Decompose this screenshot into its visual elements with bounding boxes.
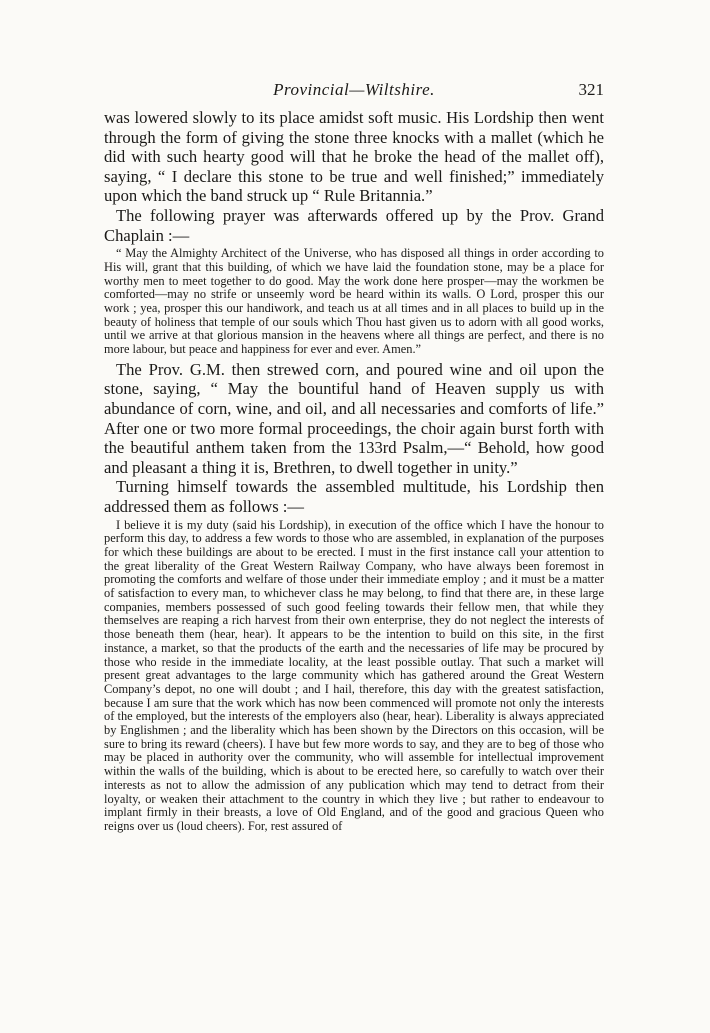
prayer-quote: “ May the Almighty Architect of the Universe, who has disposed all things in order according to His will, grant that this building, of which we have laid the foundation stone, may be a place for worthy men to meet together to do good. May the work done here prosper—may the workmen be comforted—may no strife or unseemly word be heard within its walls. O Lord, prosper this our work ; yea, prosper this our handiwork, and teach us at all times and in all places to build up in the beauty of holiness that temple of our souls which Thou hast given us to adorn with all good works, until we arrive at that glorious mansion in the heavens where all things are perfect, and there is no more labour, but peace and happiness for ever and ever. Amen.” (104, 246, 604, 357)
paragraph-address-intro: Turning himself towards the assembled multitude, his Lordship then addressed them as follows :— (104, 477, 604, 516)
page-number: 321 (578, 80, 604, 99)
paragraph-corn-wine-oil: The Prov. G.M. then strewed corn, and poured wine and oil upon the stone, saying, “ May the bountiful hand of Heaven supply us with abundance of corn, wine, and oil, and all necessaries and comforts of life.” After one or two more formal proceedings, the choir again burst forth with the beautiful anthem taken from the 133rd Psalm,—“ Behold, how good and pleasant a thing it is, Brethren, to dwell together in unity.” (104, 359, 604, 477)
paragraph-prayer-intro: The following prayer was afterwards offered up by the Prov. Grand Chaplain :— (104, 205, 604, 245)
page-content (104, 80, 604, 837)
running-title: Provincial—Wiltshire. (273, 80, 435, 99)
lordship-speech: I believe it is my duty (said his Lordship), in execution of the office which I have the honour to perform this day, to address a few words to those who are assembled, in explanation of the purposes for which these buildings are about to be erected. I must in the first instance call your attention to the great liberality of the Great Western Railway Company, who have always been foremost in promoting the comforts and welfare of those under their immediate employ ; and it must be a matter of satisfaction to every man, to whichever class he may belong, to find that there are, in these large companies, members possessed of such good feeling towards their fellow men, that while they themselves are reaping a rich harvest from their own enterprise, they do not neglect the interests of those beneath them (hear, hear). It appears to be the intention to build on this site, in the first instance, a market, so that the products of the earth and the necessaries of life may be procured by those who reside in the immediate locality, at the least possible outlay. That such a market will present great advantages to the large community which has gathered around the Great Western Company’s depot, no one will doubt ; and I hail, therefore, this day with the greatest satisfaction, because I am sure that the work which has now been commenced will promote not only the interests of the employed, but the interests of the employers also (hear, hear). Liberality is always appreciated by Englishmen ; and the liberality which has been shown by the Directors on this occasion, will be sure to bring its reward (cheers). I have but few more words to say, and they are to beg of those who may be placed in authority over the community, who will assemble for intellectual improvement within the walls of the building, which is about to be erected here, so carefully to watch over their interests as not to allow the admission of any publication which may tend to detract from their loyalty, or weaken their attachment to the country in which they live ; but rather to endeavour to implant firmly in their breasts, a love of Old England, and of the good and gracious Queen who reigns over us (loud cheers). For, rest assured of (104, 517, 604, 833)
page-header (104, 80, 604, 108)
paragraph-stone-lowered: was lowered slowly to its place amidst soft music. His Lordship then went through the form of giving the stone three knocks with a mallet (which he did with such hearty good will that he broke the head of the mallet off), saying, “ I declare this stone to be true and well finished;” immediately upon which the band struck up “ Rule Britannia.” (104, 108, 604, 206)
